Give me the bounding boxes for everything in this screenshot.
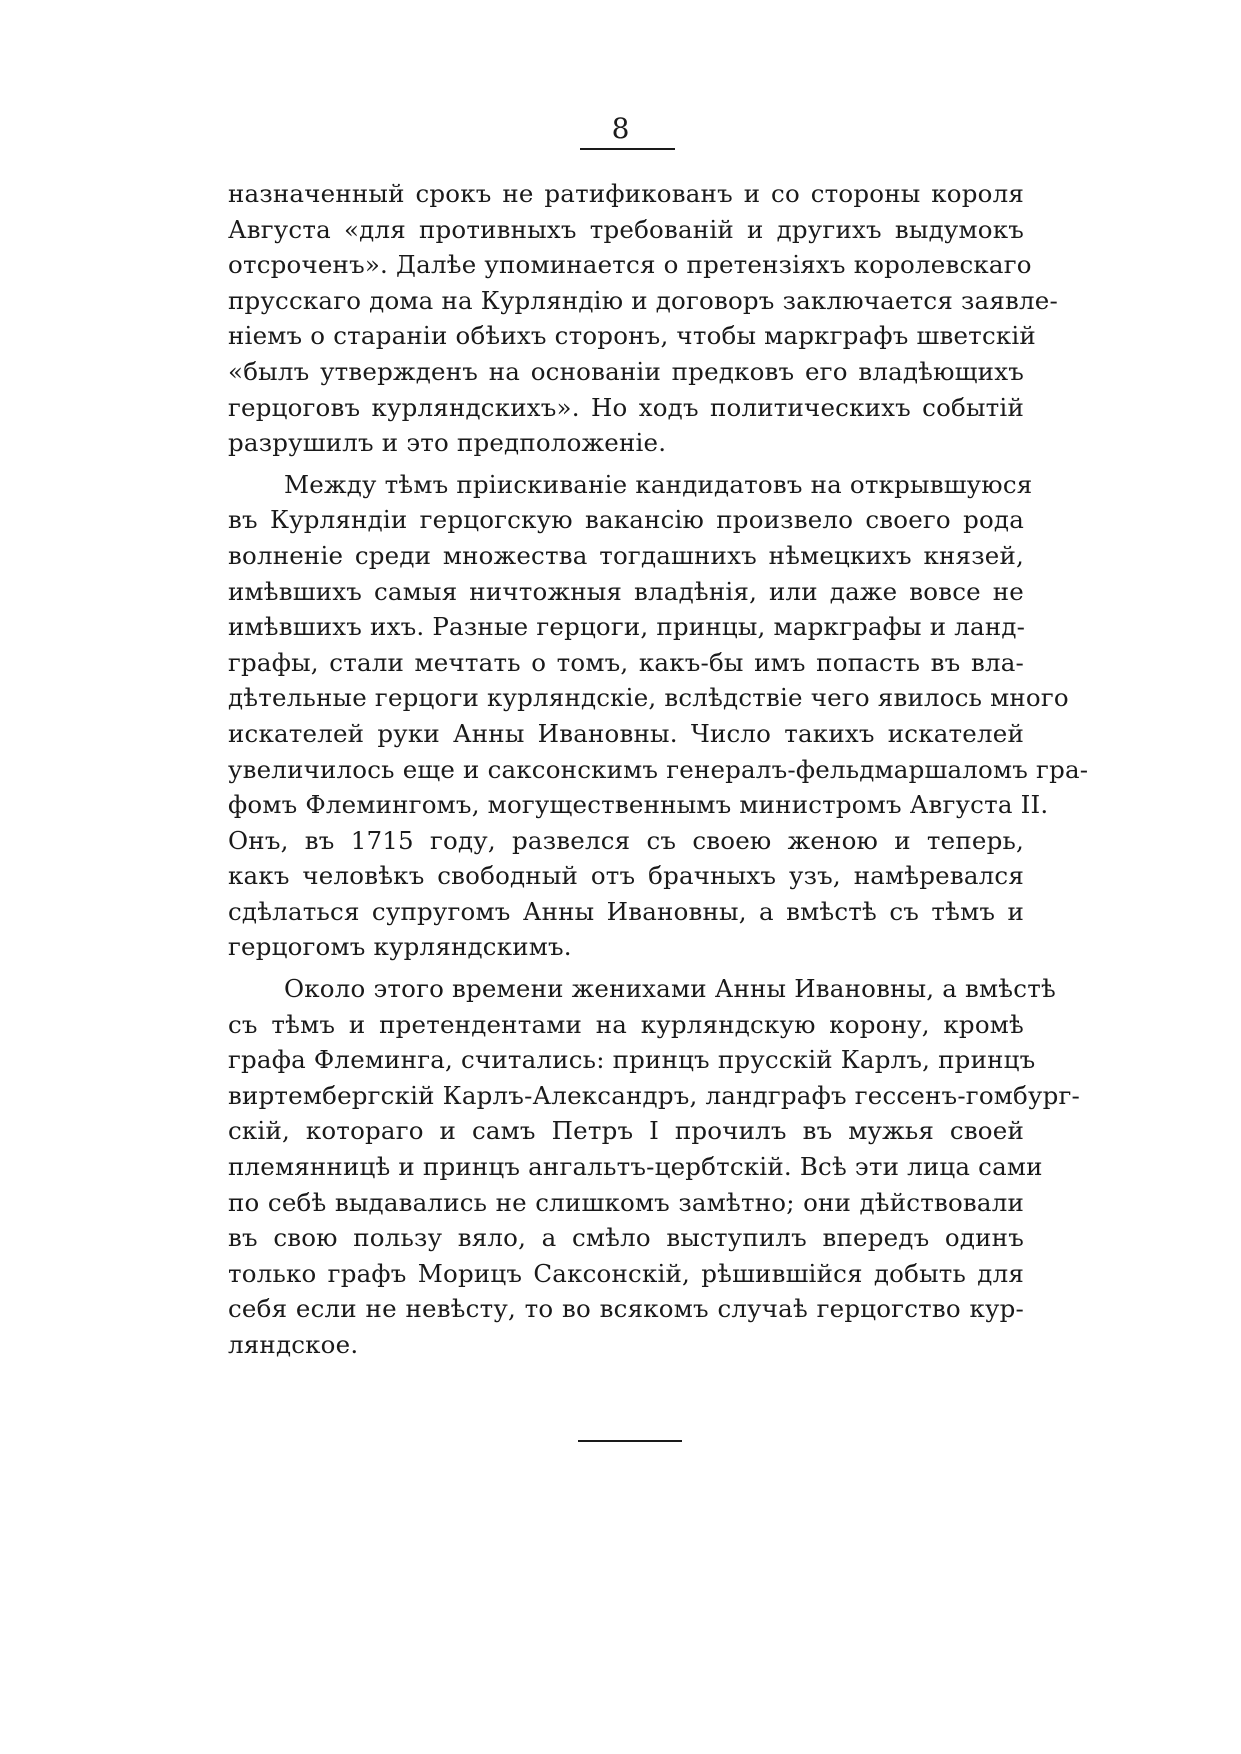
text-line: графа Флеминга, считались: принцъ прусскій Карлъ, принцъ	[228, 1045, 1036, 1075]
text-line: какъ человѣкъ свободный отъ брачныхъ узъ, намѣревался	[228, 861, 1024, 891]
body-text	[228, 176, 1089, 1363]
paragraph	[228, 176, 1058, 461]
text-line: назначенный срокъ не ратификованъ и со стороны короля	[228, 179, 1024, 208]
text-line: отсроченъ». Далѣе упоминается о претензіяхъ королевскаго	[228, 250, 1032, 280]
text-line: имѣвшихъ ихъ. Разные герцоги, принцы, маркграфы и ланд-	[228, 612, 1026, 642]
text-line: съ тѣмъ и претендентами на курляндскую корону, кромѣ	[228, 1009, 1024, 1039]
text-line: Между тѣмъ пріискиваніе кандидатовъ на открывшуюся	[284, 469, 1033, 499]
text-line: волненіе среди множества тогдашнихъ нѣмецкихъ князей,	[228, 540, 1024, 570]
text-line: сдѣлаться супругомъ Анны Ивановны, а вмѣстѣ съ тѣмъ и	[228, 896, 1024, 926]
text-line: «былъ утвержденъ на основаніи предковъ его владѣющихъ	[228, 356, 1024, 386]
text-line: племянницѣ и принцъ ангальтъ-цербтскій. Всѣ эти лица сами	[228, 1152, 1043, 1182]
page-number-rule	[580, 148, 675, 150]
text-line: дѣтельные герцоги курляндскіе, вслѣдствіе чего явилось много	[228, 683, 1069, 713]
text-line: разрушилъ и это предположеніе.	[228, 428, 667, 458]
text-line: искателей руки Анны Ивановны. Число такихъ искателей	[228, 718, 1024, 748]
end-of-section-rule	[578, 1440, 682, 1442]
text-line: герцоговъ курляндскихъ». Но ходъ политическихъ событій	[228, 392, 1024, 422]
text-line: увеличилось еще и саксонскимъ генералъ-фельдмаршаломъ гра-	[228, 754, 1089, 784]
text-line: Онъ, въ 1715 году, развелся съ своею женою и теперь,	[228, 825, 1024, 855]
paragraph	[228, 971, 1081, 1363]
text-line: Около этого времени женихами Анны Ивановны, а вмѣстѣ	[284, 974, 1056, 1004]
text-line: графы, стали мечтать о томъ, какъ-бы имъ попасть въ вла-	[228, 647, 1024, 677]
page-number: 8	[611, 112, 630, 145]
text-line: прусскаго дома на Курляндію и договоръ заключается заявле-	[228, 285, 1058, 315]
text-line: ляндское.	[228, 1330, 359, 1359]
text-line: скій, котораго и самъ Петръ I прочилъ въ мужья своей	[228, 1116, 1024, 1146]
text-line: ніемъ о стараніи обѣихъ сторонъ, чтобы маркграфъ шветскій	[228, 321, 1036, 351]
text-line: фомъ Флемингомъ, могущественнымъ министромъ Августа II.	[228, 790, 1049, 820]
text-line: въ Курляндіи герцогскую вакансію произвело своего рода	[228, 505, 1024, 535]
text-line: себя если не невѣсту, то во всякомъ случаѣ герцогство кур-	[228, 1294, 1024, 1324]
text-line: виртембергскій Карлъ-Александръ, ландграфъ гессенъ-гомбург-	[228, 1080, 1081, 1110]
text-line: Августа «для противныхъ требованій и другихъ выдумокъ	[228, 214, 1024, 244]
text-line: по себѣ выдавались не слишкомъ замѣтно; они дѣйствовали	[228, 1187, 1024, 1217]
text-line: только графъ Морицъ Саксонскій, рѣшившійся добыть для	[228, 1258, 1024, 1288]
text-line: герцогомъ курляндскимъ.	[228, 932, 572, 962]
text-line: въ свою пользу вяло, а смѣло выступилъ впередъ одинъ	[228, 1223, 1024, 1253]
paragraph	[228, 467, 1089, 965]
text-line: имѣвшихъ самыя ничтожныя владѣнія, или даже вовсе не	[228, 576, 1024, 606]
